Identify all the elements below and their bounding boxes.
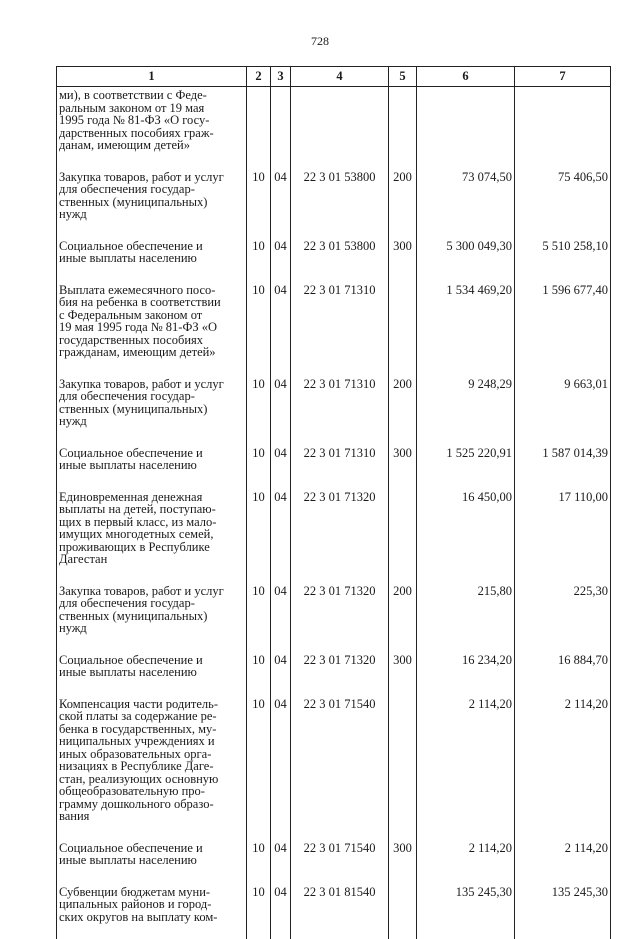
- row-target-code: 22 3 01 53800: [291, 168, 389, 237]
- row-name: Субвенции бюджетам муни- ципальных районов и город- ских округов на выплату ком-: [57, 883, 247, 939]
- table-row: [57, 582, 611, 651]
- row-name: Социальное обеспечение и иные выплаты населению: [57, 651, 247, 695]
- row-amount-col7: 2 114,20: [515, 695, 611, 839]
- row-target-code: 22 3 01 71320: [291, 582, 389, 651]
- row-expense-type: 200: [389, 168, 417, 237]
- column-header-5: 5: [389, 67, 417, 87]
- row-name: ми), в соответствии с Феде- ральным законом от 19 мая 1995 года № 81-ФЗ «О госу- дарственных пособиях граж- данам, имеющим детей»: [57, 87, 247, 168]
- row-subsection: 04: [271, 168, 291, 237]
- row-amount-col7: 75 406,50: [515, 168, 611, 237]
- header-row: [57, 67, 611, 87]
- row-expense-type: 300: [389, 237, 417, 281]
- row-target-code: 22 3 01 53800: [291, 237, 389, 281]
- row-amount-col7: 5 510 258,10: [515, 237, 611, 281]
- row-expense-type: 300: [389, 651, 417, 695]
- row-section: 10: [247, 695, 271, 839]
- row-subsection: 04: [271, 444, 291, 488]
- row-expense-type: 300: [389, 444, 417, 488]
- table-row: [57, 488, 611, 582]
- row-expense-type: 200: [389, 582, 417, 651]
- row-section: [247, 87, 271, 168]
- row-target-code: 22 3 01 71540: [291, 839, 389, 883]
- table-row: [57, 839, 611, 883]
- row-section: 10: [247, 651, 271, 695]
- row-amount-col7: 1 587 014,39: [515, 444, 611, 488]
- table-row: [57, 651, 611, 695]
- row-amount-col6: 9 248,29: [417, 375, 515, 444]
- row-amount-col6: 215,80: [417, 582, 515, 651]
- row-target-code: 22 3 01 71310: [291, 444, 389, 488]
- column-header-7: 7: [515, 67, 611, 87]
- row-amount-col7: 225,30: [515, 582, 611, 651]
- row-target-code: 22 3 01 71320: [291, 651, 389, 695]
- row-target-code: [291, 87, 389, 168]
- column-header-2: 2: [247, 67, 271, 87]
- row-amount-col6: 2 114,20: [417, 695, 515, 839]
- row-subsection: 04: [271, 695, 291, 839]
- row-name: Социальное обеспечение и иные выплаты населению: [57, 839, 247, 883]
- row-target-code: 22 3 01 71320: [291, 488, 389, 582]
- table-row: [57, 168, 611, 237]
- row-subsection: 04: [271, 582, 291, 651]
- row-amount-col6: [417, 87, 515, 168]
- row-name: Выплата ежемесячного посо- бия на ребенка в соответствии с Федеральным законом от 19 мая 1995 года № 81-ФЗ «О государственных пособиях гражданам, имеющим детей»: [57, 281, 247, 375]
- page-number: 728: [0, 34, 640, 49]
- column-header-4: 4: [291, 67, 389, 87]
- row-amount-col7: 17 110,00: [515, 488, 611, 582]
- row-amount-col6: 135 245,30: [417, 883, 515, 939]
- row-name: Закупка товаров, работ и услуг для обеспечения государ- ственных (муниципальных) нужд: [57, 375, 247, 444]
- row-section: 10: [247, 168, 271, 237]
- row-section: 10: [247, 444, 271, 488]
- row-amount-col6: 1 525 220,91: [417, 444, 515, 488]
- row-subsection: 04: [271, 375, 291, 444]
- row-target-code: 22 3 01 71310: [291, 375, 389, 444]
- row-section: 10: [247, 375, 271, 444]
- table-row: [57, 237, 611, 281]
- row-subsection: 04: [271, 237, 291, 281]
- row-expense-type: [389, 87, 417, 168]
- row-amount-col6: 5 300 049,30: [417, 237, 515, 281]
- row-section: 10: [247, 488, 271, 582]
- row-target-code: 22 3 01 71540: [291, 695, 389, 839]
- row-subsection: [271, 87, 291, 168]
- row-section: 10: [247, 582, 271, 651]
- row-section: 10: [247, 281, 271, 375]
- row-expense-type: 300: [389, 839, 417, 883]
- row-amount-col6: 1 534 469,20: [417, 281, 515, 375]
- table-row: [57, 444, 611, 488]
- row-subsection: 04: [271, 839, 291, 883]
- row-amount-col7: 9 663,01: [515, 375, 611, 444]
- row-name: Единовременная денежная выплаты на детей, поступаю- щих в первый класс, из мало- имущих многодетных семей, проживающих в Республике Дагестан: [57, 488, 247, 582]
- row-expense-type: 200: [389, 375, 417, 444]
- table-row: [57, 375, 611, 444]
- row-subsection: 04: [271, 651, 291, 695]
- row-amount-col7: 135 245,30: [515, 883, 611, 939]
- row-name: Социальное обеспечение и иные выплаты населению: [57, 444, 247, 488]
- table-row: [57, 87, 611, 168]
- table-row: [57, 695, 611, 839]
- row-subsection: 04: [271, 883, 291, 939]
- row-section: 10: [247, 839, 271, 883]
- row-name: Компенсация части родитель- ской платы за содержание ре- бенка в государственных, му- ниципальных учреждениях и иных образовательных орга- низациях в Республике Даге- стан, реализующих основную общеобразовательную про- грамму дошкольного образо- вания: [57, 695, 247, 839]
- row-name: Закупка товаров, работ и услуг для обеспечения государ- ственных (муниципальных) нужд: [57, 582, 247, 651]
- row-amount-col6: 2 114,20: [417, 839, 515, 883]
- row-amount-col6: 16 234,20: [417, 651, 515, 695]
- row-subsection: 04: [271, 281, 291, 375]
- row-section: 10: [247, 237, 271, 281]
- row-expense-type: [389, 883, 417, 939]
- table-row: [57, 883, 611, 939]
- row-amount-col7: 1 596 677,40: [515, 281, 611, 375]
- column-header-6: 6: [417, 67, 515, 87]
- row-subsection: 04: [271, 488, 291, 582]
- column-header-1: 1: [57, 67, 247, 87]
- row-expense-type: [389, 695, 417, 839]
- row-expense-type: [389, 488, 417, 582]
- row-amount-col6: 73 074,50: [417, 168, 515, 237]
- table-row: [57, 281, 611, 375]
- row-amount-col7: 2 114,20: [515, 839, 611, 883]
- row-amount-col7: [515, 87, 611, 168]
- column-header-3: 3: [271, 67, 291, 87]
- row-target-code: 22 3 01 81540: [291, 883, 389, 939]
- row-amount-col7: 16 884,70: [515, 651, 611, 695]
- row-expense-type: [389, 281, 417, 375]
- row-name: Социальное обеспечение и иные выплаты населению: [57, 237, 247, 281]
- row-target-code: 22 3 01 71310: [291, 281, 389, 375]
- row-amount-col6: 16 450,00: [417, 488, 515, 582]
- row-name: Закупка товаров, работ и услуг для обеспечения государ- ственных (муниципальных) нужд: [57, 168, 247, 237]
- budget-table: [56, 66, 611, 939]
- row-section: 10: [247, 883, 271, 939]
